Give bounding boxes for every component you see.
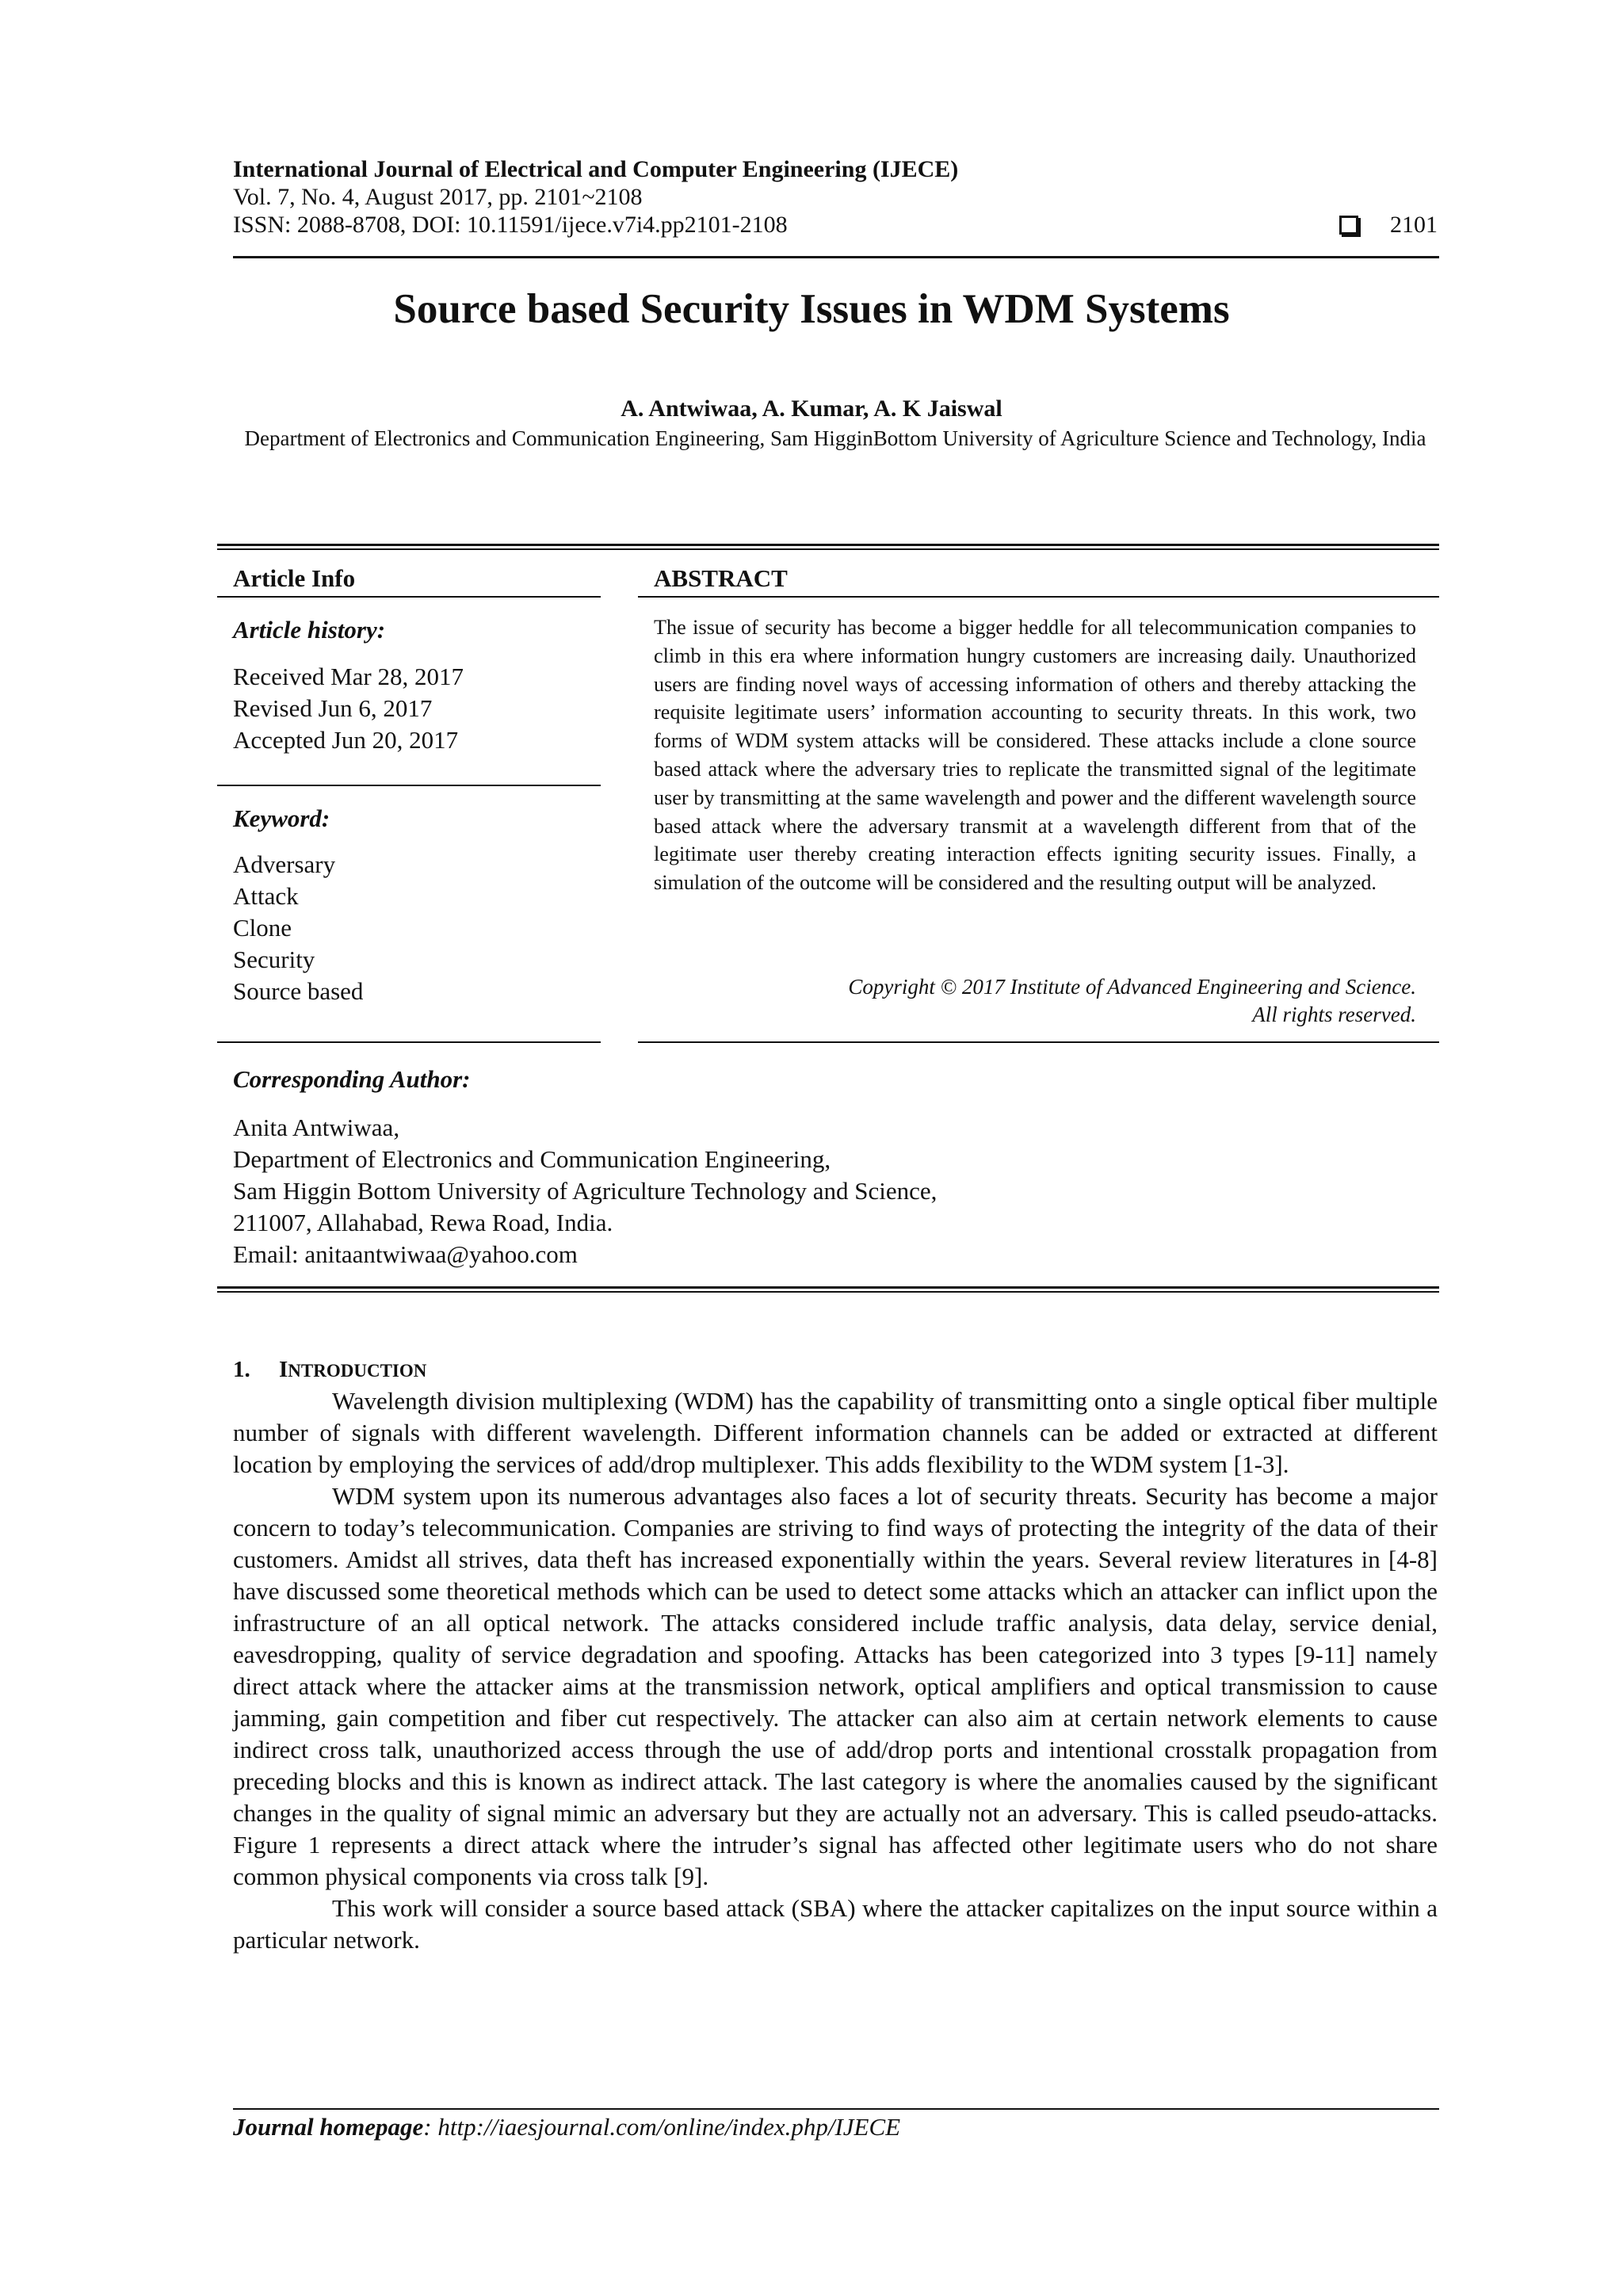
- paragraph: This work will consider a source based attack (SBA) where the attacker capitalizes on the input source within a particular network.: [233, 1894, 1438, 1954]
- received-date: Received Mar 28, 2017: [233, 663, 464, 690]
- keyword-list: [233, 849, 363, 1007]
- square-bullet-icon: [1339, 216, 1358, 235]
- keyword-item: Source based: [233, 977, 364, 1005]
- author-address: 211007, Allahabad, Rewa Road, India.: [233, 1209, 613, 1236]
- paper-title: Source based Security Issues in WDM Systems: [393, 286, 1230, 332]
- copyright: [654, 973, 1416, 1029]
- author-email: Email: anitaantwiwaa@yahoo.com: [233, 1240, 578, 1268]
- copyright-line: Copyright © 2017 Institute of Advanced Engineering and Science.: [848, 975, 1416, 999]
- corresponding-author-heading: Corresponding Author:: [233, 1065, 471, 1093]
- paragraph: Wavelength division multiplexing (WDM) has the capability of transmitting onto a single optical fiber multiple number of signals with different wavelength. Different information channels can be added or extracted at different location by employing the services of add/drop multiplexer. This adds flexibility to the WDM system [1-3].: [233, 1387, 1438, 1478]
- page-number: 2101: [1390, 212, 1438, 238]
- article-info-heading: Article Info: [233, 564, 356, 592]
- double-rule-bottom: [217, 1286, 1439, 1293]
- keyword-item: Attack: [233, 882, 299, 910]
- journal-issn: ISSN: 2088-8708, DOI: 10.11591/ijece.v7i4.pp2101-2108: [233, 212, 788, 238]
- footer: [233, 2112, 900, 2142]
- keyword-item: Adversary: [233, 850, 336, 878]
- footer-colon: :: [423, 2113, 438, 2141]
- introduction-body: [233, 1385, 1438, 1956]
- double-rule-top: [217, 544, 1439, 550]
- revised-date: Revised Jun 6, 2017: [233, 694, 433, 722]
- section-title-initial: I: [279, 1357, 288, 1382]
- abstract-heading: ABSTRACT: [654, 564, 788, 592]
- header-rule: [233, 256, 1439, 258]
- abstract-text: The issue of security has become a bigger heddle for all telecommunication companies to climb in this era where information hungry customers are increasing daily. Unauthorized users are finding novel ways of accessing information of others and thereby attacking the requisite legitimate users’ information accounting to security threats. In this work, two forms of WDM system attacks will be considered. These attacks include a clone source based attack where the adversary tries to replicate the transmitted signal of the legitimate user by transmitting at the same wavelength and power and the different wavelength source based attack where the adversary transmit at a wavelength different from that of the legitimate user thereby creating interaction effects igniting security issues. Finally, a simulation of the outcome will be considered and the resulting output will be analyzed.: [654, 616, 1416, 895]
- authors: A. Antwiwaa, A. Kumar, A. K Jaiswal: [621, 395, 1002, 422]
- author-university: Sam Higgin Bottom University of Agriculture Technology and Science,: [233, 1177, 938, 1205]
- section-title-rest: NTRODUCTION: [288, 1361, 427, 1381]
- keyword-item: Security: [233, 946, 315, 973]
- rights-line: All rights reserved.: [1252, 1003, 1416, 1026]
- accepted-date: Accepted Jun 20, 2017: [233, 726, 459, 754]
- journal-homepage-link[interactable]: http://iaesjournal.com/online/index.php/IJECE: [437, 2113, 901, 2141]
- section-number: 1.: [233, 1357, 250, 1382]
- footer-label: Journal homepage: [233, 2113, 424, 2141]
- author-name: Anita Antwiwaa,: [233, 1114, 400, 1141]
- article-history-label: Article history:: [233, 616, 386, 644]
- abstract-bottom-rule: [638, 1041, 1439, 1043]
- article-info-rule: [217, 596, 601, 598]
- article-history: [233, 661, 464, 756]
- affiliation: Department of Electronics and Communication Engineering, Sam HigginBottom University of Agriculture Science and Technology, India: [244, 426, 1426, 450]
- footer-rule: [233, 2108, 1439, 2110]
- journal-title: International Journal of Electrical and Computer Engineering (IJECE): [233, 156, 959, 182]
- journal-header: [233, 155, 1438, 239]
- history-rule: [217, 785, 601, 786]
- keyword-rule: [217, 1041, 601, 1043]
- abstract-rule: [638, 596, 1439, 598]
- corresponding-author-details: [233, 1112, 937, 1270]
- keyword-item: Clone: [233, 914, 292, 942]
- journal-volume: Vol. 7, No. 4, August 2017, pp. 2101~2108: [233, 184, 643, 210]
- paragraph: WDM system upon its numerous advantages also faces a lot of security threats. Security has become a major concern to today’s telecommunication. Companies are striving to find ways of protecting the integrity of the data of their customers. Amidst all strives, data theft has increased exponentially within the years. Several review literatures in [4-8] have discussed some theoretical methods which can be used to detect some attacks which an attacker can inflict upon the infrastructure of an all optical network. The attacks considered include traffic analysis, data delay, service denial, eavesdropping, quality of service degradation and spoofing. Attacks has been categorized into 3 types [9-11] namely direct attack where the attacker aims at the transmission network, optical amplifiers and optical transmission to cause jamming, gain competition and fiber cut respectively. The attacker can also aim at certain network elements to cause indirect cross talk, unauthorized access through the use of add/drop ports and intentional crosstalk propagation from preceding blocks and this is known as indirect attack. The last category is where the anomalies caused by the significant changes in the quality of signal mimic an adversary but they are actually not an adversary. This is called pseudo-attacks. Figure 1 represents a direct attack where the intruder’s signal has affected other legitimate users who do not share common physical components via cross talk [9].: [233, 1482, 1438, 1890]
- page-number-block: [1339, 211, 1438, 239]
- section-heading-introduction: [233, 1355, 426, 1385]
- keyword-label: Keyword:: [233, 804, 330, 832]
- author-department: Department of Electronics and Communication Engineering,: [233, 1145, 831, 1173]
